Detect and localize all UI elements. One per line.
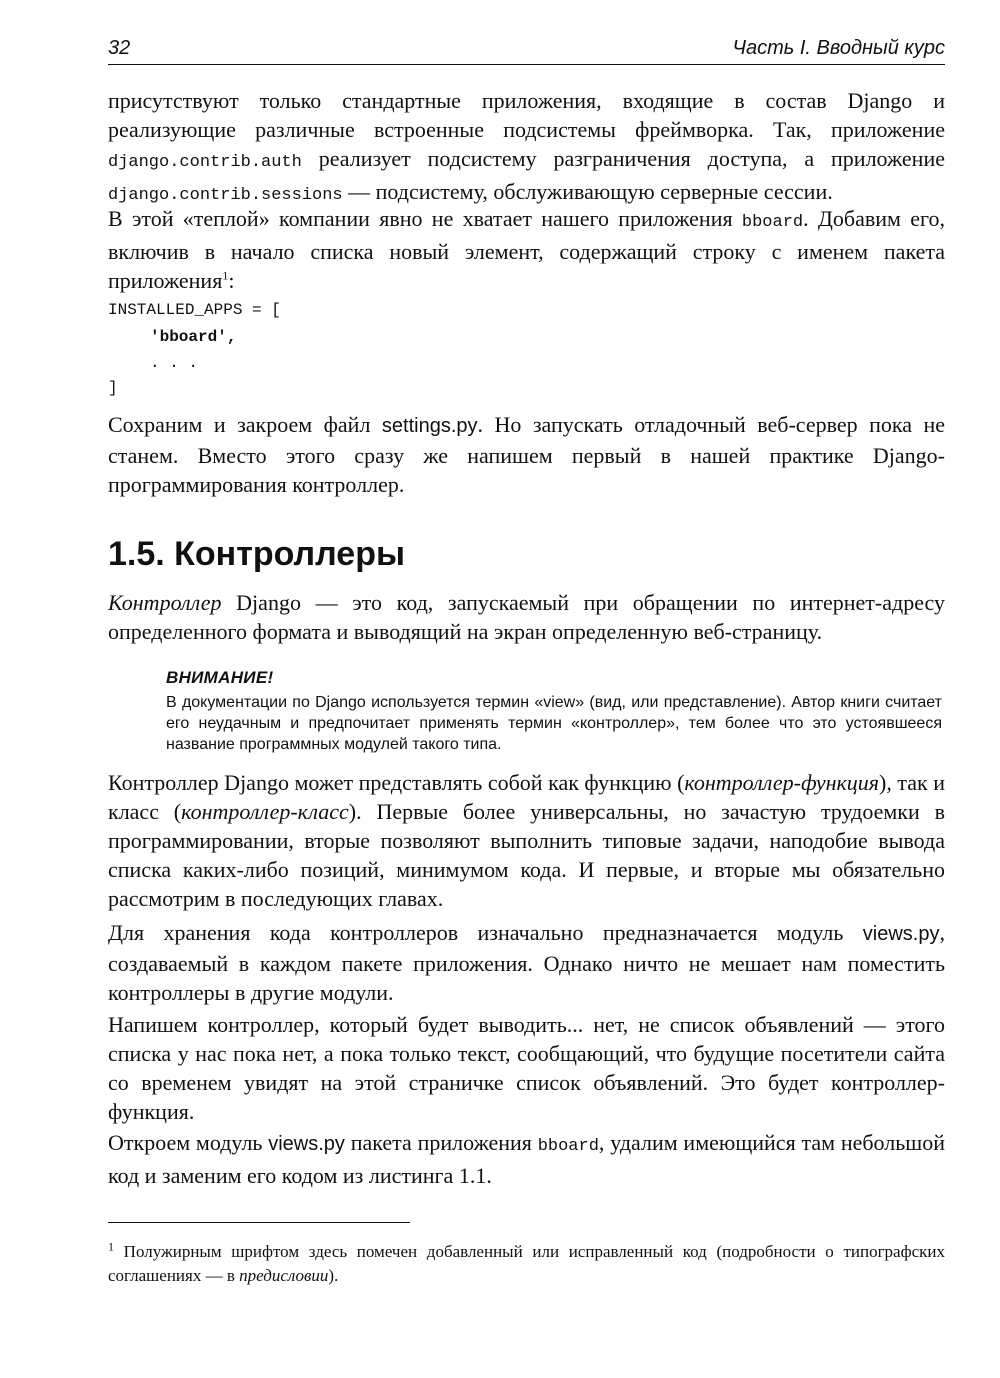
- page-number: 32: [108, 37, 131, 59]
- paragraph-controller-kinds: Контроллер Django может представлять собой как функцию (контроллер-функция), так и класс (контроллер-класс). Первые более универсальны, но зачастую трудоемки в программировании, вторые позволяют выполнить типовые задачи, наподобие вывода списка каких-либо позиций, минимумом кода. И первые, и вторые мы обязательно рассмотрим в последующих главах.: [108, 770, 945, 911]
- section-title: 1.5. Контроллеры: [108, 535, 406, 573]
- footnote-ref: 1: [222, 268, 229, 283]
- page-header: [108, 34, 945, 65]
- paragraph-views-module: Для хранения кода контроллеров изначально предназначается модуль views.py, создаваемый в каждом пакете приложения. Однако ничто не мешает нам поместить контроллеры в другие модули.: [108, 920, 945, 1005]
- code-line-bold: 'bboard',: [150, 328, 237, 346]
- code-line: ]: [108, 379, 118, 397]
- code-line: INSTALLED_APPS = [: [108, 301, 281, 319]
- running-head: Часть I. Вводный курс: [732, 37, 945, 59]
- paragraph-controller-def: Контроллер Django — это код, запускаемый при обращении по интернет-адресу определенного формата и выводящий на экран определенную веб-страницу.: [108, 590, 945, 644]
- note-text: В документации по Django используется термин «view» (вид, или представление). Автор книги считает его неудачным и предпочитает применять термин «контроллер», тем более что это устоявшееся название программных модулей такого типа.: [166, 694, 942, 753]
- paragraph-installed-apps: присутствуют только стандартные приложения, входящие в состав Django и реализующие различные встроенные подсистемы фреймворка. Так, приложение django.contrib.auth реализует подсистему разграничения доступа, а приложение django.contrib.sessions — подсистему, обслуживающую серверные сессии.: [108, 88, 945, 205]
- paragraph-add-app: В этой «теплой» компании явно не хватает нашего приложения bboard. Добавим его, включив в начало списка новый элемент, содержащий строку с именем пакета приложения$^1$:: [108, 206, 945, 293]
- code-line: . . .: [150, 354, 199, 372]
- paragraph-open-views: Откроем модуль views.py пакета приложения bboard, удалим имеющийся там небольшой код и заменим его кодом из листинга 1.1.: [108, 1130, 945, 1188]
- footnote: $^1$ Полужирным шрифтом здесь помечен добавленный или исправленный код (подробности о типографских соглашениях — в предисловии).: [108, 1239, 945, 1285]
- footnote-divider: [108, 1222, 410, 1223]
- note-title: ВНИМАНИЕ!: [166, 668, 274, 687]
- footnote-number: 1: [108, 1239, 114, 1254]
- paragraph-write-controller: Напишем контроллер, который будет выводить... нет, не список объявлений — этого списка у нас пока нет, а пока только текст, сообщающий, что будущие посетители сайта со временем увидят на этой страничке список объявлений. Это будет контроллер-функция.: [108, 1012, 945, 1124]
- paragraph-save-settings: Сохраним и закроем файл settings.py. Но запускать отладочный веб-сервер пока не станем. Вместо этого сразу же напишем первый в нашей практике Django-программирования контроллер.: [108, 412, 945, 497]
